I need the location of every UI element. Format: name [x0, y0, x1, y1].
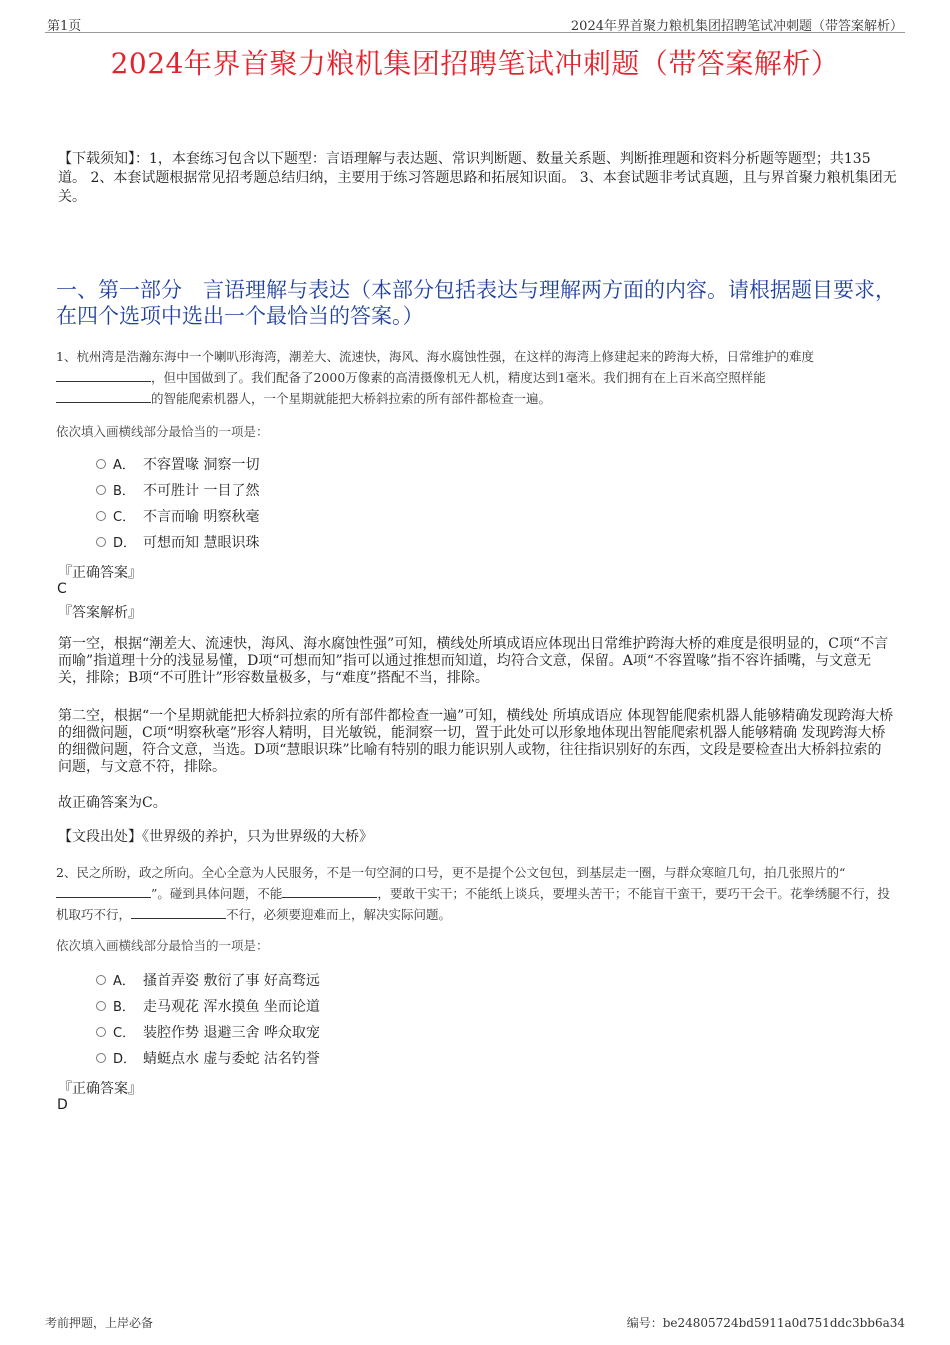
radio-icon[interactable]: [96, 537, 106, 547]
question-2-instruction: 依次填入画横线部分最恰当的一项是：: [56, 938, 269, 953]
question-2-option-c[interactable]: C． 装腔作势 退避三舍 哗众取宠: [96, 1020, 320, 1046]
radio-icon[interactable]: [96, 1001, 106, 1011]
question-2-blank-3: [131, 904, 226, 919]
question-1-option-c[interactable]: C． 不言而喻 明察秋毫: [96, 504, 259, 530]
page-number: 第1页: [47, 19, 82, 34]
question-1-answer: C: [57, 581, 67, 597]
question-1-source: 【文段出处】《世界级的养护，只为世界级的大桥》: [58, 829, 373, 845]
question-2-answer-label: 『正确答案』: [58, 1081, 142, 1097]
question-2-answer: D: [57, 1097, 68, 1113]
question-1-text-c: 的智能爬索机器人，一个星期就能把大桥斜拉索的所有部件都检查一遍。: [151, 391, 552, 406]
question-2-text-d: 不行，必须要迎难而上，解决实际问题。: [226, 907, 452, 922]
question-1-option-d[interactable]: D． 可想而知 慧眼识珠: [96, 530, 259, 556]
question-1-option-b[interactable]: B． 不可胜计 一目了然: [96, 478, 259, 504]
radio-icon[interactable]: [96, 1053, 106, 1063]
question-2-options: [96, 968, 320, 1072]
question-1-conclusion: 故正确答案为C。: [58, 795, 167, 811]
question-2-option-b[interactable]: B． 走马观花 浑水摸鱼 坐而论道: [96, 994, 320, 1020]
question-1-stem: [56, 346, 901, 409]
header-doc-title: 2024年界首聚力粮机集团招聘笔试冲刺题（带答案解析）: [570, 19, 903, 34]
radio-icon[interactable]: [96, 485, 106, 495]
question-1-instruction: 依次填入画横线部分最恰当的一项是：: [56, 424, 269, 439]
question-1-blank-2: [56, 388, 151, 403]
question-2-blank-2: [282, 883, 377, 898]
question-2-option-d[interactable]: D． 蜻蜓点水 虚与委蛇 沽名钓誉: [96, 1046, 320, 1072]
question-2-text-a: 2、民之所盼，政之所向。全心全意为人民服务，不是一句空洞的口号，更不是提个公文包包，到基层走一圈，与群众寒暄几句，拍几张照片的“: [56, 865, 846, 880]
radio-icon[interactable]: [96, 1027, 106, 1037]
radio-icon[interactable]: [96, 511, 106, 521]
question-2-text-c: ，要敢干实干；不能纸上谈兵，要埋头苦干；不能盲干蛮干，要巧干会干。花拳绣腿不行，投机取巧不行，: [56, 886, 890, 922]
question-2-option-a[interactable]: A． 搔首弄姿 敷衍了事 好高骛远: [96, 968, 320, 994]
question-1-text-b: ，但中国做到了。我们配备了2000万像素的高清摄像机无人机，精度达到1毫米。我们拥有在上百米高空照样能: [151, 370, 766, 385]
question-1-option-a[interactable]: A． 不容置喙 洞察一切: [96, 452, 259, 478]
question-1-options: [96, 452, 259, 556]
download-notice: 【下载须知】：1，本套练习包含以下题型：言语理解与表达题、常识判断题、数量关系题、判断推理题和资料分析题等题型；共135道。 2、本套试题根据常见招考题总结归纳，主要用于练习答题思路和拓展知识面。 3、本套试题非考试真题，且与界首聚力粮机集团无关。: [58, 151, 897, 205]
question-1-analysis-2: 第二空，根据“一个星期就能把大桥斜拉索的所有部件都检查一遍”可知，横线处 所填成语应 体现智能爬索机器人能够精确发现跨海大桥的细微问题，C项“明察秋毫”形容人精明，目光敏锐，能洞察一切，置于此处可以形象地体现出智能爬索机器人能够精确 发现跨海大桥的细微问题，符合文意，当选。D项“慧眼识珠”比喻有特别的眼力能识别人或物，往往指识别好的东西，文段是要检查出大桥斜拉索的问题，与文意不符，排除。: [58, 708, 894, 775]
question-1-answer-label: 『正确答案』: [58, 565, 142, 581]
question-1-text-a: 1、杭州湾是浩瀚东海中一个喇叭形海湾，潮差大、流速快，海风、海水腐蚀性强，在这样的海湾上修建起来的跨海大桥，日常维护的难度: [56, 349, 814, 364]
question-1-analysis-1: 第一空，根据“潮差大、流速快，海风、海水腐蚀性强”可知，横线处所填成语应体现出日常维护跨海大桥的难度是很明显的，C项“不言而喻”指道理十分的浅显易懂，D项“可想而知”指可以通过推想而知道，均符合文意，保留。A项“不容置喙”指不容许插嘴，与文意无关，排除；B项“不可胜计”形容数量极多，与“难度”搭配不当，排除。: [58, 636, 889, 686]
section-title: 一、第一部分 言语理解与表达（本部分包括表达与理解两方面的内容。请根据题目要求，在四个选项中选出一个最恰当的答案。）: [56, 278, 896, 328]
radio-icon[interactable]: [96, 459, 106, 469]
question-1-blank-1: [56, 367, 151, 382]
radio-icon[interactable]: [96, 975, 106, 985]
footer-serial: 编号：be24805724bd5911a0d751ddc3bb6a34: [626, 1316, 905, 1330]
footer-slogan: 考前押题，上岸必备: [45, 1316, 154, 1330]
question-1-analysis-label: 『答案解析』: [58, 605, 142, 621]
page-header: [45, 12, 905, 33]
question-2-stem: [56, 862, 901, 925]
question-2-blank-1: [56, 883, 151, 898]
question-2-text-b: ”。碰到具体问题，不能: [151, 886, 283, 901]
document-title: 2024年界首聚力粮机集团招聘笔试冲刺题（带答案解析）: [110, 47, 840, 80]
